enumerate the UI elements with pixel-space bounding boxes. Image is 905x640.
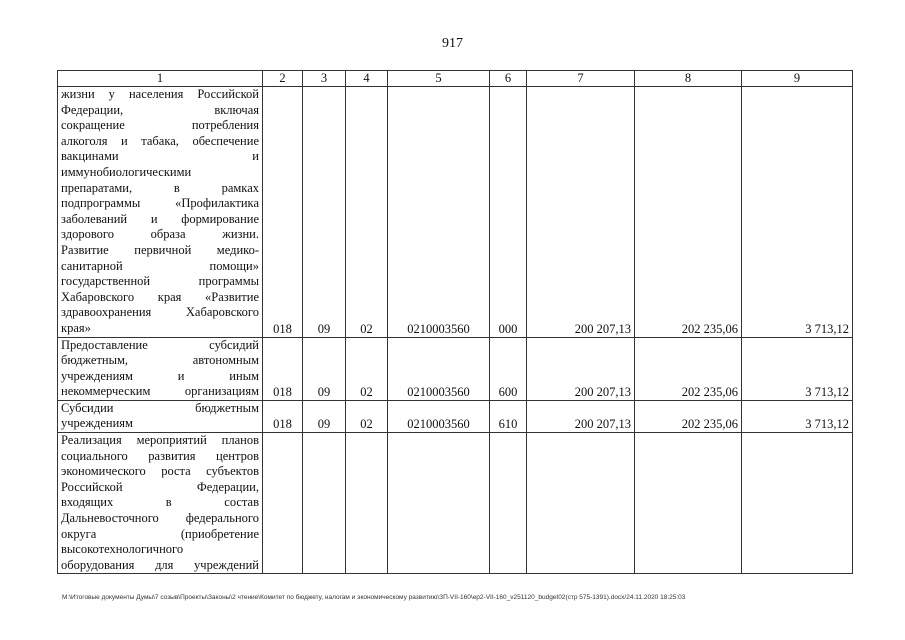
file-path-footer: M:\Итоговые документы Думы\7 созыв\Проекты\Законы\2 чтение\Комитет по бюджету, налогам и экономическому развитию\ЗП-VII-160\ep2-VII-160_v251120_budget02(стр 575-1391).docx/24.11.2020 18:25:03 [62,594,686,601]
cell-c9 [742,433,853,574]
cell-c6: 600 [490,337,527,400]
cell-c4: 02 [346,400,388,432]
description-line: Хабаровского края «Развитие [61,289,259,304]
cell-c2: 018 [263,400,303,432]
description-line: экономического роста субъектов [61,464,259,479]
cell-c7: 200 207,13 [527,400,635,432]
col-header: 2 [263,71,303,87]
description-line: Дальневосточного федерального [61,511,259,526]
description-line: сокращение потребления [61,118,259,133]
cell-c9: 3 713,12 [742,337,853,400]
description-line: здорового образа жизни. [61,227,259,242]
description-line: Реализация мероприятий планов [61,433,259,448]
cell-c8: 202 235,06 [635,87,742,338]
description-line: Развитие первичной медико- [61,242,259,257]
description-line: социального развития центров [61,448,259,463]
description-line: входящих в состав [61,495,259,510]
description-line: заболеваний и формирование [61,211,259,226]
description-line: здравоохранения Хабаровского [61,305,259,320]
description-line: Субсидии бюджетным [61,400,259,415]
description-line: государственной программы [61,274,259,289]
cell-c7: 200 207,13 [527,337,635,400]
col-header: 3 [303,71,346,87]
cell-c7 [527,433,635,574]
description-line: учреждениям [61,416,133,431]
cell-c5: 0210003560 [388,400,490,432]
cell-c5: 0210003560 [388,87,490,338]
col-header: 7 [527,71,635,87]
cell-c7: 200 207,13 [527,87,635,338]
row-description [58,400,263,432]
col-header: 5 [388,71,490,87]
cell-c6: 610 [490,400,527,432]
description-line: некоммерческим организациям [61,384,259,399]
col-header: 4 [346,71,388,87]
description-line: препаратами, в рамках [61,180,259,195]
description-line: Предоставление субсидий [61,337,259,352]
description-line: Российской Федерации, [61,479,259,494]
cell-c8: 202 235,06 [635,400,742,432]
cell-c9: 3 713,12 [742,400,853,432]
budget-table [57,70,853,574]
row-description [58,433,263,574]
description-line: иммунобиологическими [61,164,192,179]
cell-c9: 3 713,12 [742,87,853,338]
row-description [58,87,263,338]
cell-c6: 000 [490,87,527,338]
table-row [58,400,853,432]
cell-c8 [635,433,742,574]
col-header: 6 [490,71,527,87]
cell-c4: 02 [346,337,388,400]
cell-c5: 0210003560 [388,337,490,400]
page-number: 917 [442,36,463,51]
cell-c4: 02 [346,87,388,338]
cell-c3: 09 [303,400,346,432]
description-line: округа (приобретение [61,526,259,541]
col-header: 9 [742,71,853,87]
row-description [58,337,263,400]
cell-c3: 09 [303,337,346,400]
cell-c8: 202 235,06 [635,337,742,400]
col-header: 8 [635,71,742,87]
col-header: 1 [58,71,263,87]
table-row [58,87,853,338]
table-row [58,337,853,400]
description-line: края» [61,320,91,335]
cell-c3 [303,433,346,574]
description-line: санитарной помощи» [61,258,259,273]
description-line: оборудования для учреждений [61,557,259,572]
cell-c2: 018 [263,87,303,338]
description-line: высокотехнологичного [61,542,184,557]
table-body [58,87,853,574]
table-row [58,433,853,574]
description-line: Федерации, включая [61,102,259,117]
cell-c6 [490,433,527,574]
cell-c4 [346,433,388,574]
header-row [58,71,853,87]
cell-c2 [263,433,303,574]
description-line: бюджетным, автономным [61,353,259,368]
description-line: жизни у населения Российской [61,87,259,101]
description-line: подпрограммы «Профилактика [61,196,259,211]
cell-c3: 09 [303,87,346,338]
cell-c5 [388,433,490,574]
cell-c2: 018 [263,337,303,400]
description-line: учреждениям и иным [61,368,259,383]
description-line: вакцинами и [61,149,259,164]
description-line: алкоголя и табака, обеспечение [61,133,259,148]
